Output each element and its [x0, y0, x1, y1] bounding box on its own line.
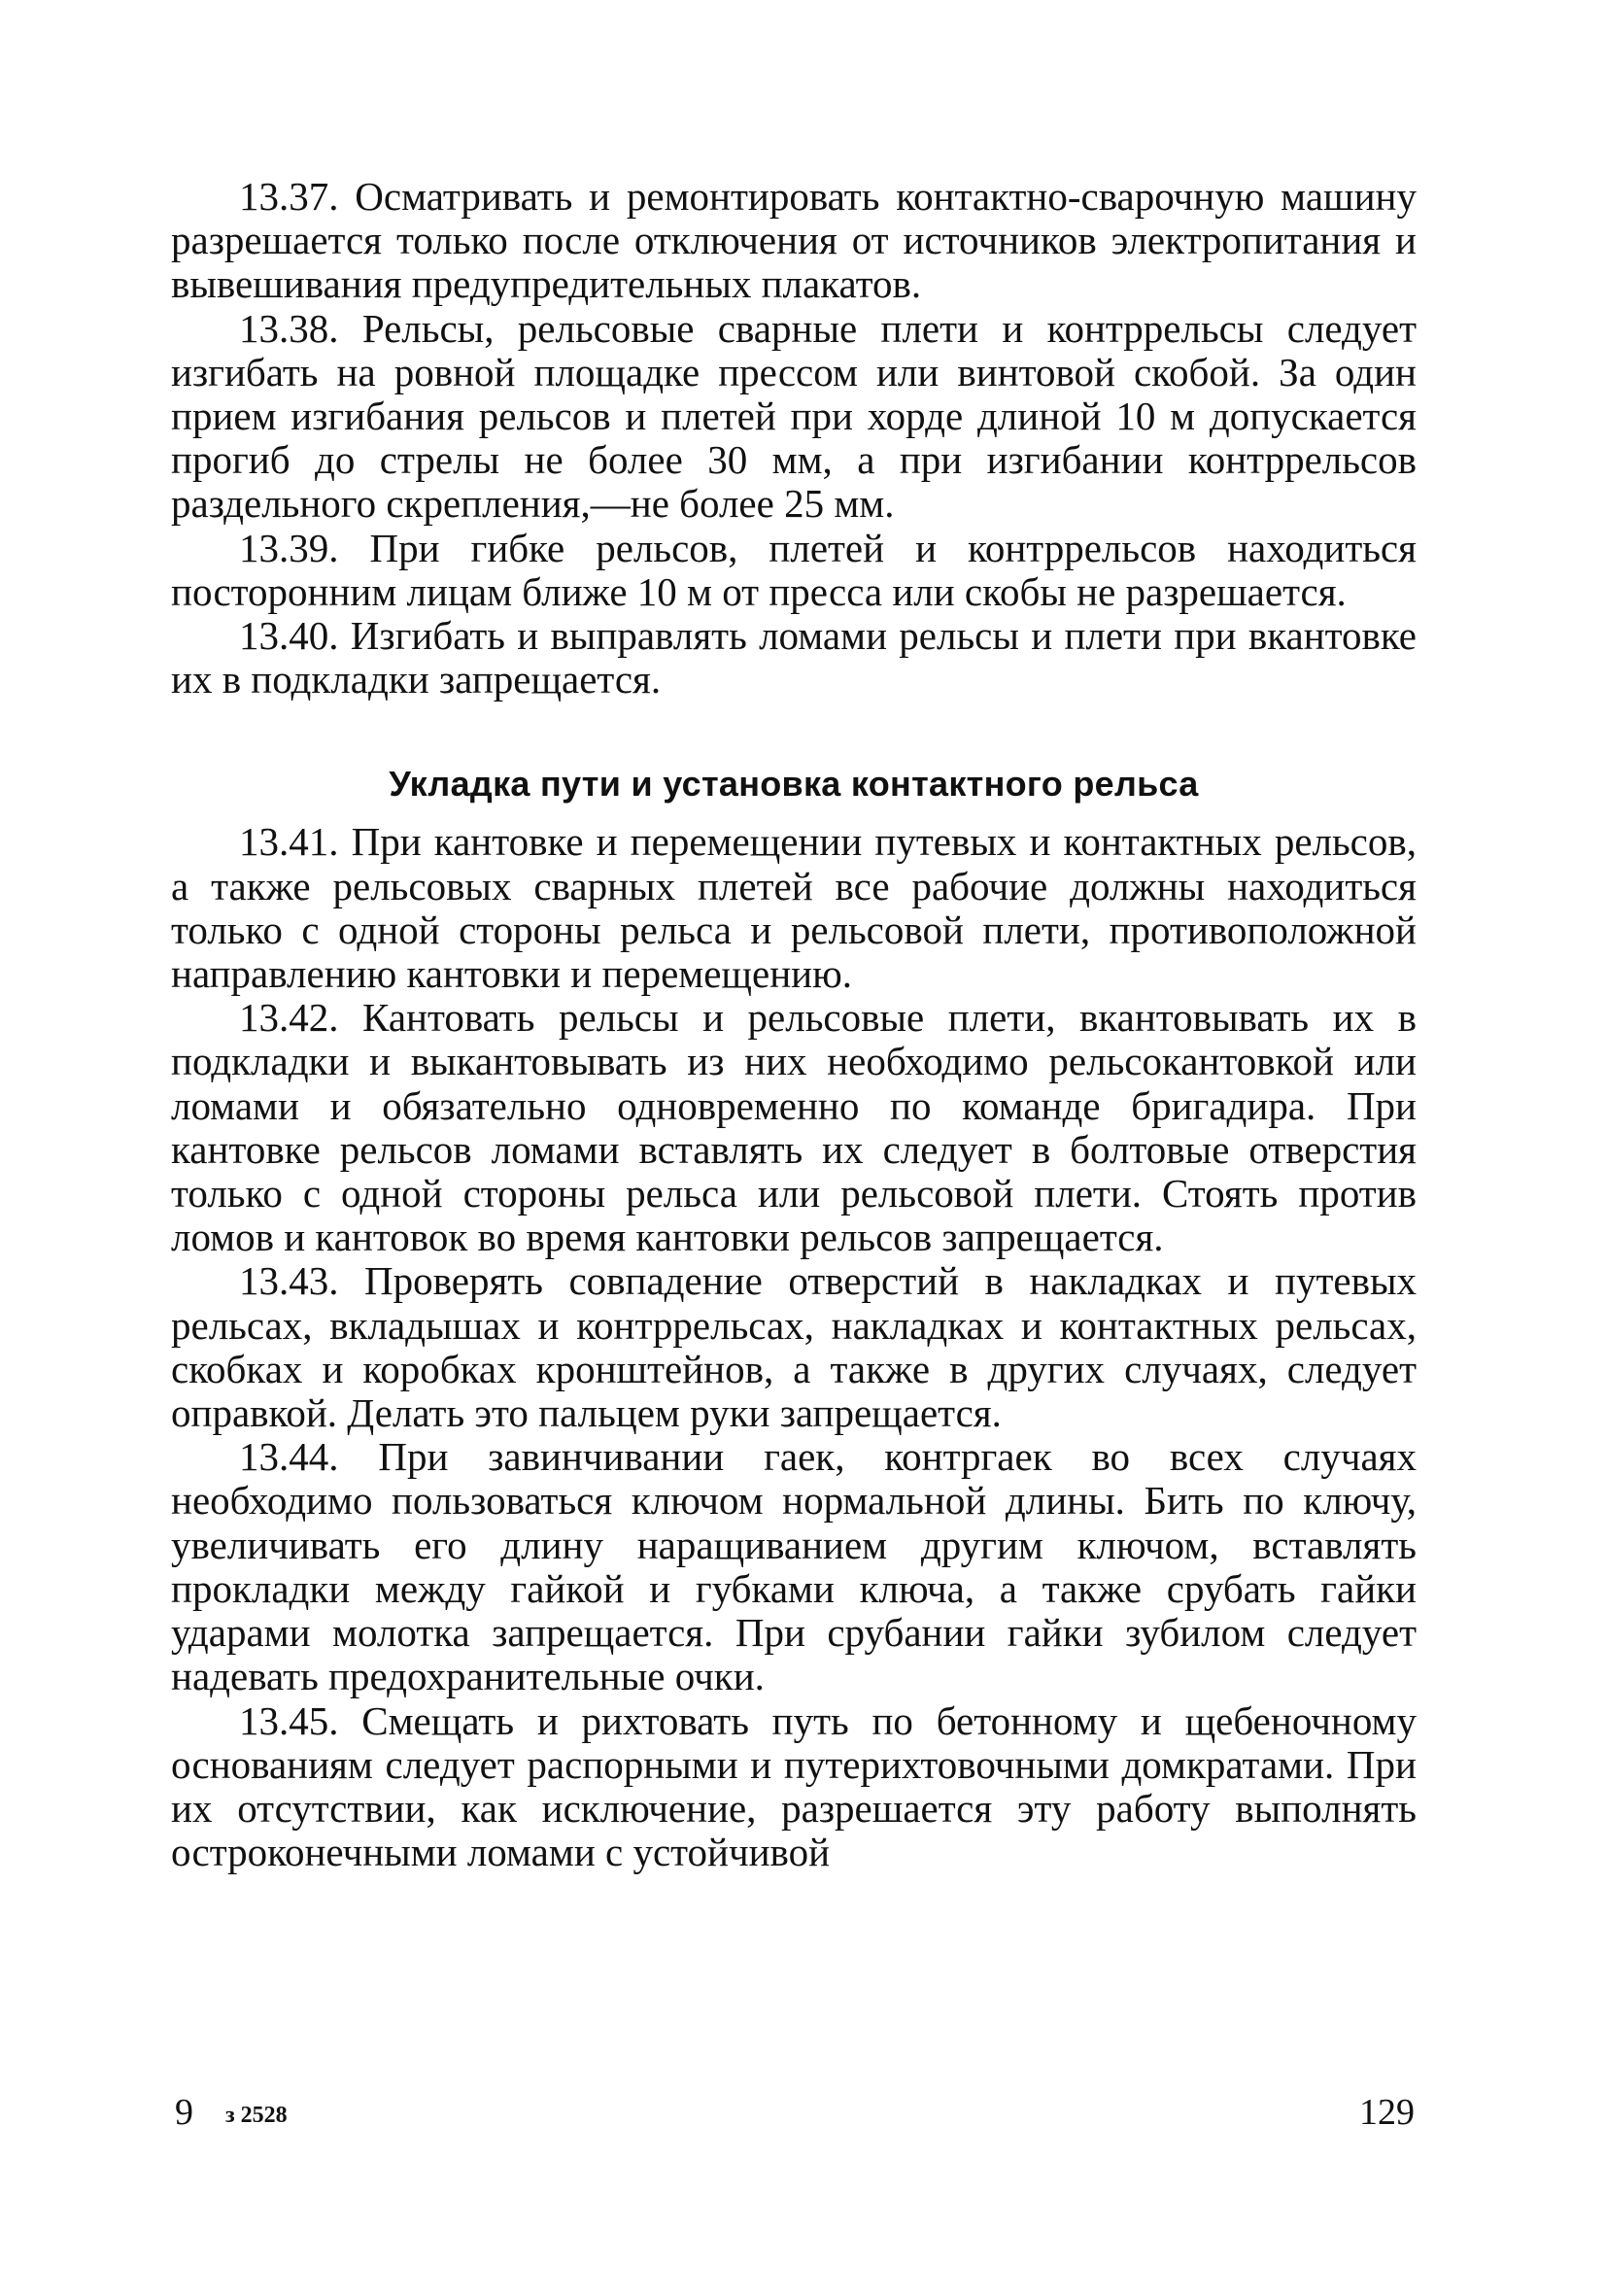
- paragraph-13-43: 13.43. Проверять совпадение отверстий в накладках и путевых рельсах, вкладышах и контррельсах, накладках и контактных рельсах, скобках и коробках кронштейнов, а также в других случаях, следует оправкой. Делать это пальцем руки запрещается.: [171, 1258, 1417, 1436]
- paragraph-13-44: 13.44. При завинчивании гаек, контргаек во всех случаях необходимо пользоваться ключом нормальной длины. Бить по ключу, увеличивать его длину наращиванием другим ключом, вставлять прокладки между гайкой и губками ключа, а также срубать гайки ударами молотка запрещается. При срубании гайки зубилом следует надевать предохранительные очки.: [171, 1434, 1417, 1699]
- section-heading: Укладка пути и установка контактного рельса: [389, 764, 1199, 805]
- paragraph-13-40: 13.40. Изгибать и выправлять ломами рельсы и плети при вкантовке их в подкладки запрещается.: [171, 613, 1417, 703]
- document-page: [171, 175, 1417, 2176]
- paragraph-13-41: 13.41. При кантовке и перемещении путевых и контактных рельсов, а также рельсовых сварных плетей все рабочие должны находиться только с одной стороны рельса и рельсовой плети, противоположной направлению кантовки и перемещению.: [171, 819, 1417, 997]
- paragraph-13-42: 13.42. Кантовать рельсы и рельсовые плети, вкантовывать их в подкладки и выкантовывать из них необходимо рельсокантовкой или ломами и обязательно одновременно по команде бригадира. При кантовке рельсов ломами вставлять их следует в болтовые отверстия только с одной стороны рельса или рельсовой плети. Стоять против ломов и кантовок во время кантовки рельсов запрещается.: [171, 995, 1417, 1260]
- paragraph-13-38: 13.38. Рельсы, рельсовые сварные плети и контррельсы следует изгибать на ровной площадке прессом или винтовой скобой. За один прием изгибания рельсов и плетей при хорде длиной 10 м допускается прогиб до стрелы не более 30 мм, а при изгибании контррельсов раздельного скрепления,—не более 25 мм.: [171, 305, 1417, 527]
- page-footer: [171, 2091, 1417, 2140]
- paragraph-13-37: 13.37. Осматривать и ремонтировать контактно-сварочную машину разрешается только после отключения от источников электропитания и вывешивания предупредительных плакатов.: [171, 174, 1417, 307]
- signature-code: з 2528: [225, 2103, 288, 2128]
- page-number: 129: [1359, 2092, 1415, 2133]
- paragraph-13-45: 13.45. Смещать и рихтовать путь по бетонному и щебеночному основаниям следует распорными и путерихтовочными домкратами. При их отсутствии, как исключение, разрешается эту работу выполнять остроконечными ломами с устойчивой: [171, 1697, 1417, 1875]
- paragraph-13-39: 13.39. При гибке рельсов, плетей и контррельсов находиться посторонним лицам ближе 10 м от пресса или скобы не разрешается.: [171, 525, 1417, 614]
- signature-number: 9: [175, 2092, 193, 2133]
